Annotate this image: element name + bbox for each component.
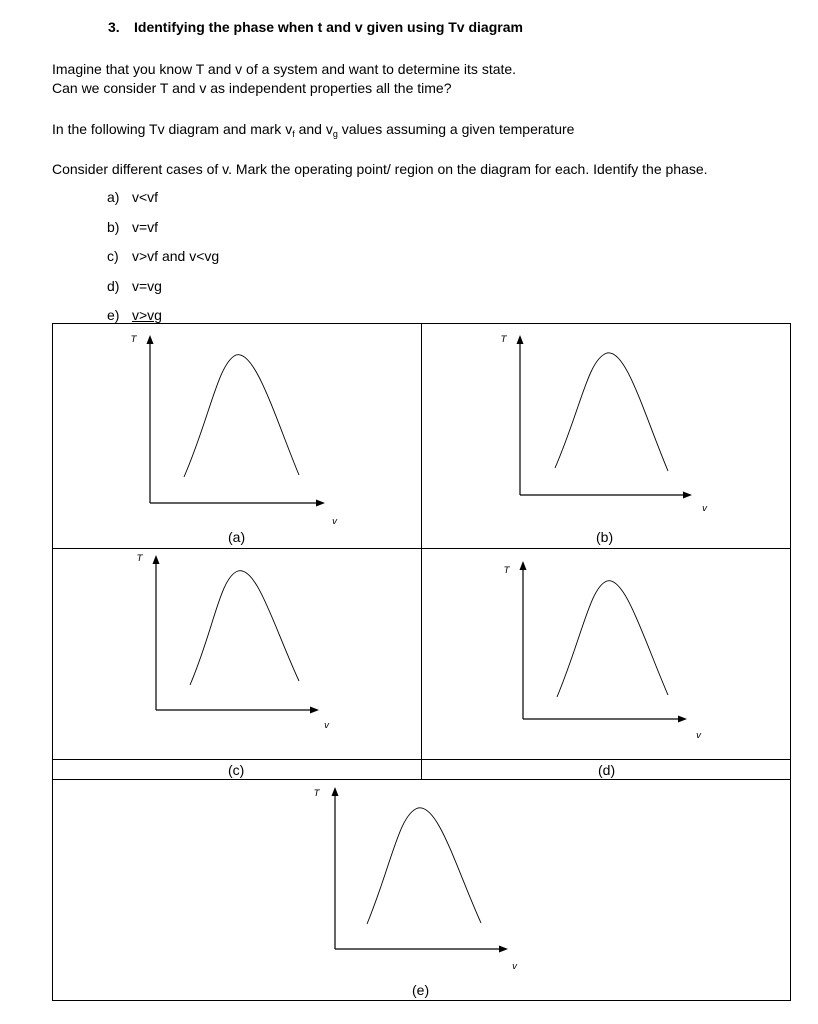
t-axis-label: T [137,554,143,564]
section-title: Identifying the phase when t and v given using Tv diagram [134,19,523,35]
saturation-dome [190,571,299,685]
saturation-dome [555,353,668,471]
arrow-up-icon [517,335,524,344]
caption-a: (a) [228,529,246,545]
tv-diagram-c [124,553,344,743]
tv-diagram-b [492,331,712,521]
saturation-dome [184,355,299,477]
diagram-table [52,323,792,1008]
caption-e: (e) [412,982,430,998]
cases-prompt: Consider different cases of v. Mark the operating point/ region on the diagram for each. Identify the phase. [52,161,708,177]
case-item-a: a) v<vf [107,189,159,205]
v-axis-label: v [696,731,702,741]
intro-line-2: Can we consider T and v as independent properties all the time? [52,80,452,96]
arrow-right-icon [310,707,319,714]
v-axis-label: v [332,517,338,527]
t-axis-label: T [504,566,510,576]
caption-d: (d) [598,762,616,778]
v-axis-label: v [702,504,708,514]
t-axis-label: T [131,335,137,345]
arrow-right-icon [316,500,325,507]
case-item-e: e) v>vg [107,307,162,323]
arrow-right-icon [683,492,692,499]
v-axis-label: v [512,962,518,972]
arrow-up-icon [147,335,154,344]
tv-diagram-a [122,331,338,527]
tv-diagram-e [308,783,528,973]
case-item-c: c) v>vf and v<vg [107,248,220,264]
section-number: 3. [108,19,120,35]
arrow-right-icon [678,716,687,723]
t-axis-label: T [314,789,320,799]
section-heading [108,19,523,35]
intro-line-1: Imagine that you know T and v of a system and want to determine its state. [52,61,517,77]
v-axis-label: v [324,721,330,731]
arrow-up-icon [153,555,160,564]
caption-c: (c) [228,762,245,778]
case-item-d: d) v=vg [107,278,162,294]
arrow-right-icon [499,946,508,953]
arrow-up-icon [332,787,339,796]
case-item-b: b) v=vf [107,219,159,235]
t-axis-label: T [501,335,507,345]
tv-diagram-d [492,555,712,745]
saturation-dome [557,581,668,697]
saturation-dome [367,808,481,924]
arrow-up-icon [520,561,527,570]
instruction-line: In the following Tv diagram and mark $v_f$ and $v_g$ values assuming a given temperature [52,121,575,139]
caption-b: (b) [596,529,614,545]
